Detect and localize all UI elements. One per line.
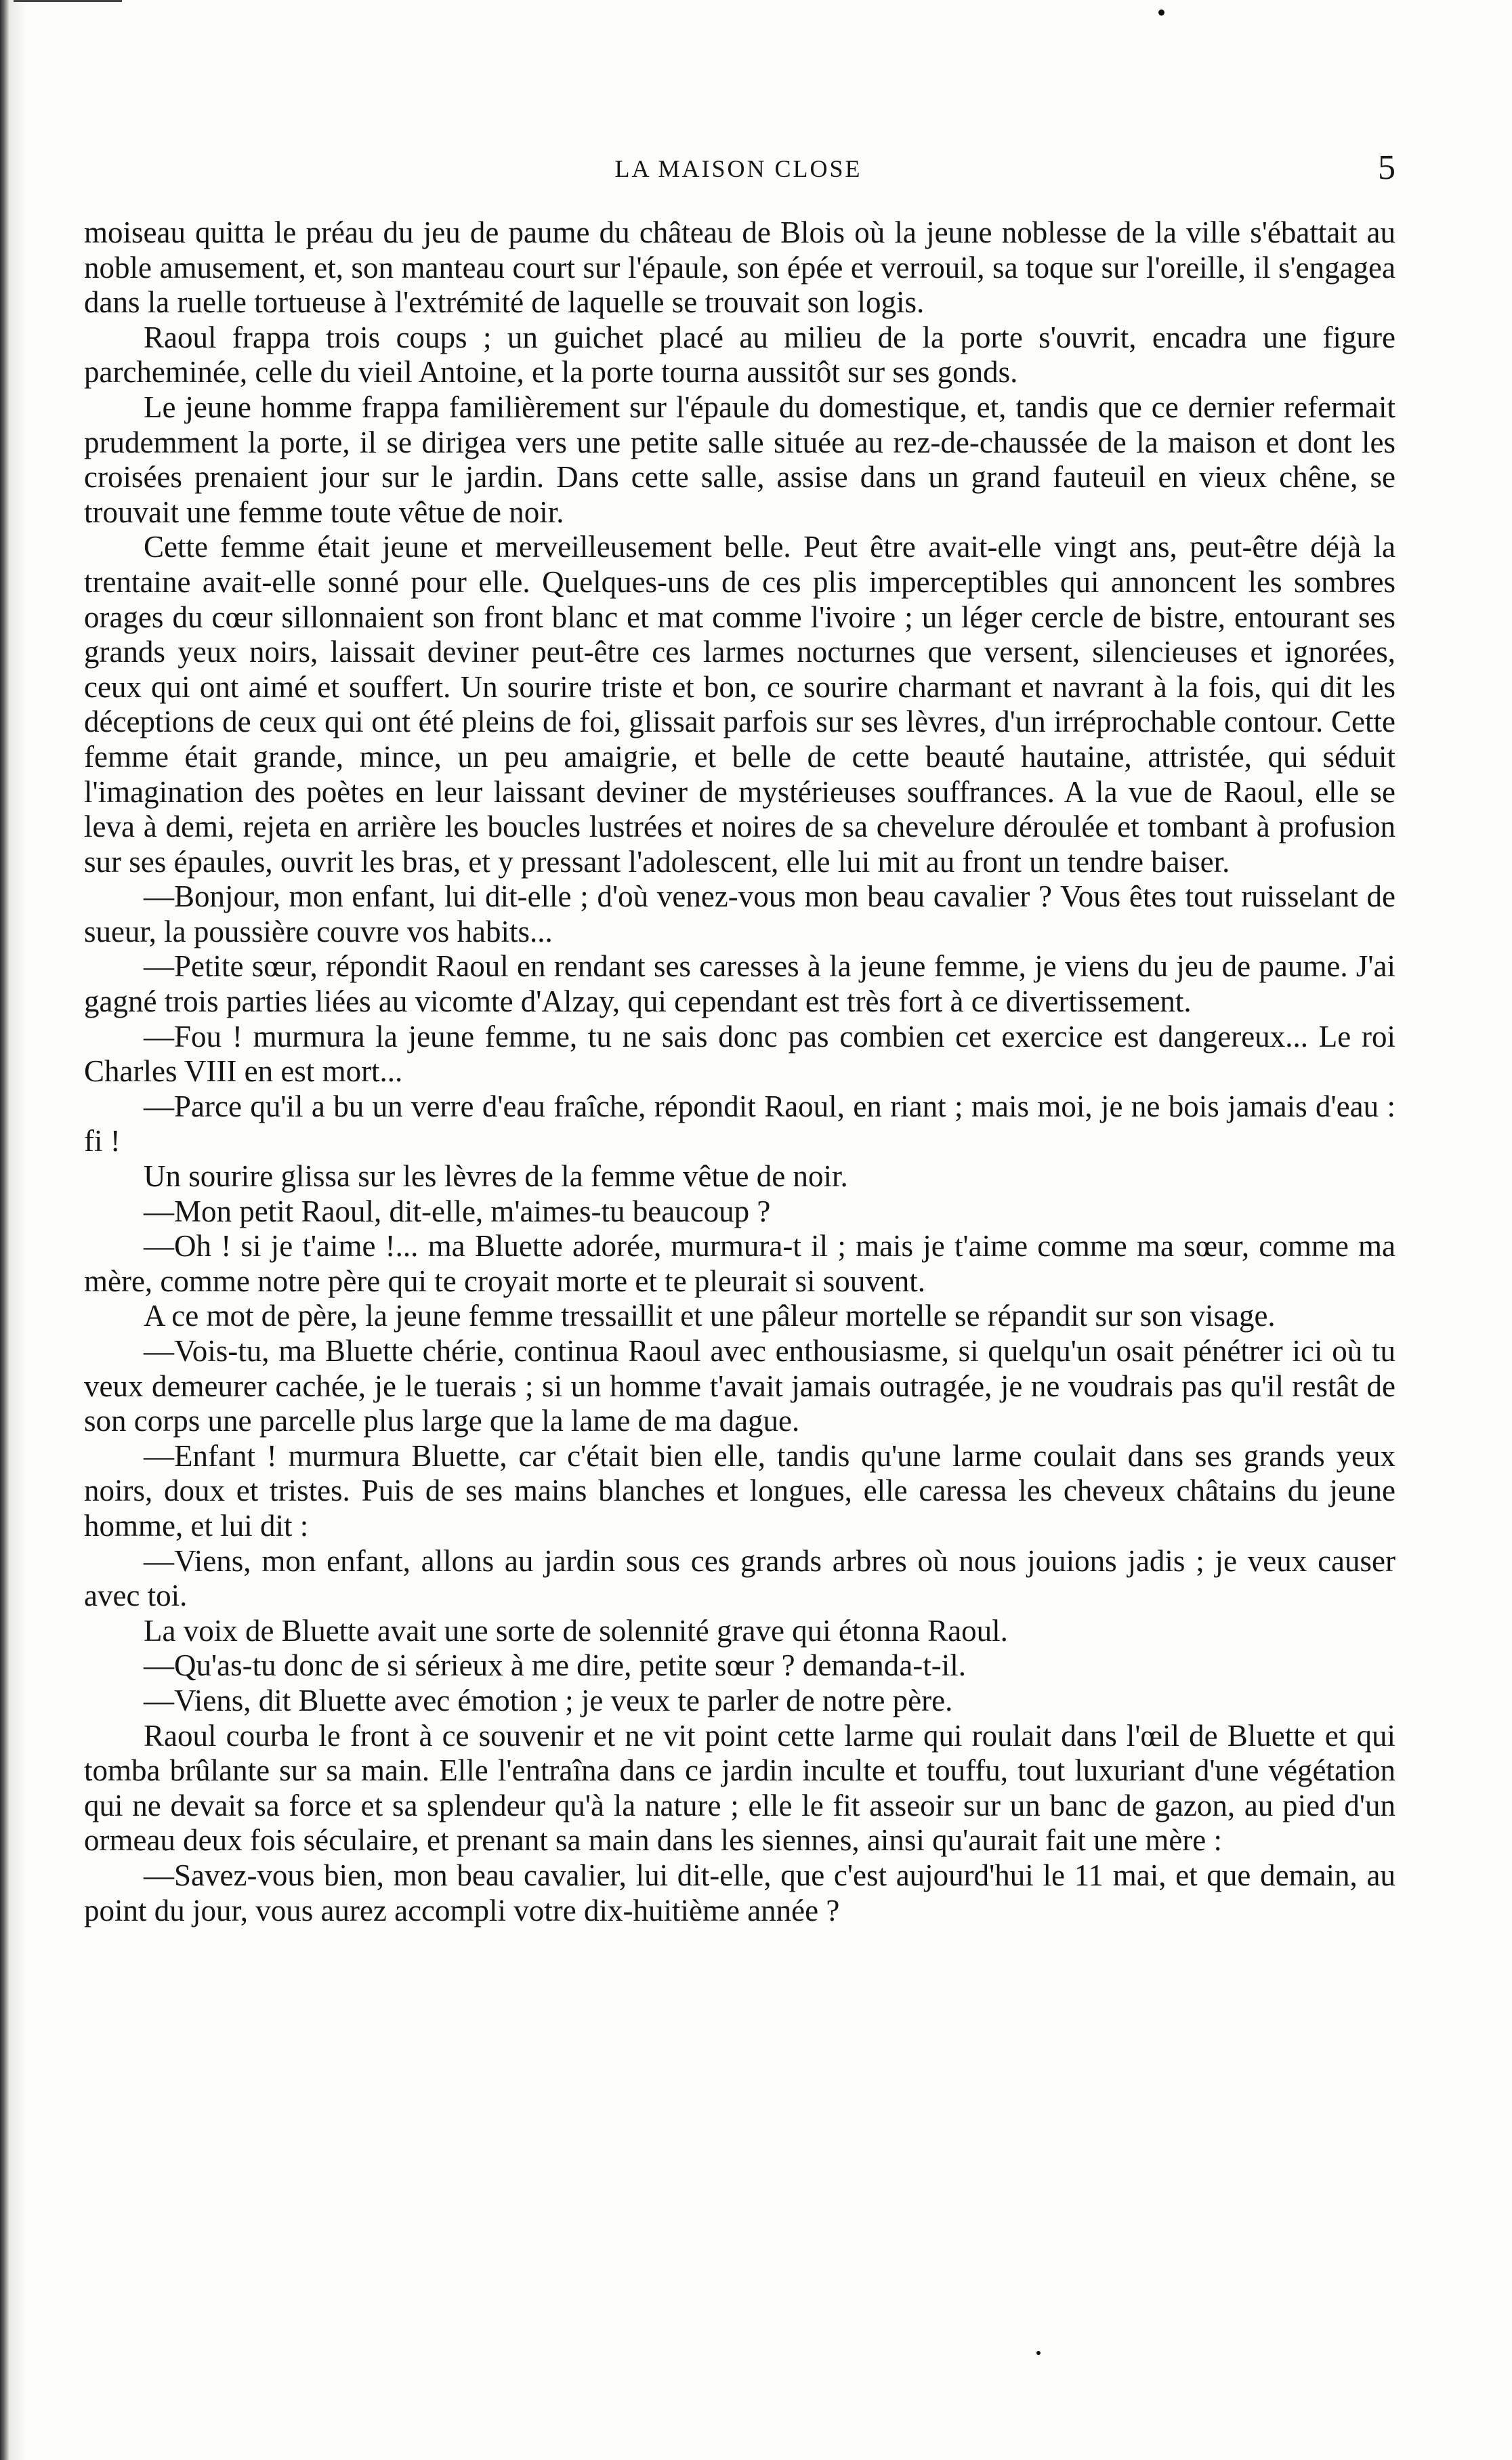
paragraph: Cette femme était jeune et merveilleusement belle. Peut être avait-elle vingt ans, peut-être déjà la trentaine avait-elle sonné pour elle. Quelques-uns de ces plis imperceptibles qui annoncent les sombres orages du cœur sillonnaient son front blanc et mat comme l'ivoire ; un léger cercle de bistre, entourant ses grands yeux noirs, laissait deviner peut-être ces larmes nocturnes que versent, silencieuses et ignorées, ceux qui ont aimé et souffert. Un sourire triste et bon, ce sourire charmant et navrant à la fois, qui dit les déceptions de ceux qui ont été pleins de foi, glissait parfois sur ses lèvres, d'un irréprochable contour. Cette femme était grande, mince, un peu amaigrie, et belle de cette beauté hautaine, attristée, qui séduit l'imagination des poètes en leur laissant deviner de mystérieuses souffrances. A la vue de Raoul, elle se leva à demi, rejeta en arrière les boucles lustrées et noires de sa chevelure déroulée et tombant à profusion sur ses épaules, ouvrit les bras, et y pressant l'adolescent, elle lui mit au front un tendre baiser. [84, 530, 1395, 879]
paragraph: —Bonjour, mon enfant, lui dit-elle ; d'où venez-vous mon beau cavalier ? Vous êtes tout ruisselant de sueur, la poussière couvre vos habits... [84, 879, 1395, 948]
page-header [81, 148, 1395, 188]
paragraph: moiseau quitta le préau du jeu de paume du château de Blois où la jeune noblesse de la ville s'ébattait au noble amusement, et, son manteau court sur l'épaule, son épée et verrouil, sa toque sur l'oreille, il s'engagea dans la ruelle tortueuse à l'extrémité de laquelle se trouvait son logis. [84, 215, 1395, 320]
paragraph: —Qu'as-tu donc de si sérieux à me dire, petite sœur ? demanda-t-il. [144, 1648, 966, 1683]
paragraph: Un sourire glissa sur les lèvres de la femme vêtue de noir. [144, 1159, 848, 1194]
binding-rule-line [14, 0, 122, 13]
paragraph: —Viens, dit Bluette avec émotion ; je veux te parler de notre père. [144, 1683, 953, 1717]
paragraph: —Viens, mon enfant, allons au jardin sous ces grands arbres où nous jouions jadis ; je veux causer avec toi. [84, 1543, 1395, 1613]
ink-speck [1036, 2351, 1041, 2355]
paragraph: Raoul courba le front à ce souvenir et ne vit point cette larme qui roulait dans l'œil de Bluette et qui tomba brûlante sur sa main. Elle l'entraîna dans ce jardin inculte et touffu, tout luxuriant d'une végétation qui ne devait sa force et sa splendeur qu'à la nature ; elle le fit asseoir sur un banc de gazon, au pied d'un ormeau deux fois séculaire, et prenant sa main dans les siennes, ainsi qu'aurait fait une mère : [84, 1718, 1395, 1858]
page-number: 5 [1378, 148, 1395, 187]
paragraph: —Savez-vous bien, mon beau cavalier, lui dit-elle, que c'est aujourd'hui le 11 mai, et que demain, au point du jour, vous aurez accompli votre dix-huitième année ? [84, 1858, 1395, 1927]
page-body [84, 215, 1395, 1928]
page-binding-edge [0, 0, 64, 2460]
paragraph: —Parce qu'il a bu un verre d'eau fraîche, répondit Raoul, en riant ; mais moi, je ne bois jamais d'eau : fi ! [84, 1089, 1395, 1159]
paragraph: La voix de Bluette avait une sorte de solennité grave qui étonna Raoul. [144, 1613, 1008, 1648]
paragraph: —Enfant ! murmura Bluette, car c'était bien elle, tandis qu'une larme coulait dans ses grands yeux noirs, doux et tristes. Puis de ses mains blanches et longues, elle caressa les cheveux châtains du jeune homme, et lui dit : [84, 1438, 1395, 1543]
paragraph: —Fou ! murmura la jeune femme, tu ne sais donc pas combien cet exercice est dangereux... Le roi Charles VIII en est mort... [84, 1019, 1395, 1089]
paragraph: —Mon petit Raoul, dit-elle, m'aimes-tu beaucoup ? [144, 1194, 771, 1228]
paragraph: Le jeune homme frappa familièrement sur l'épaule du domestique, et, tandis que ce dernier refermait prudemment la porte, il se dirigea vers une petite salle située au rez-de-chaussée de la maison et dont les croisées prenaient jour sur le jardin. Dans cette salle, assise dans un grand fauteuil en vieux chêne, se trouvait une femme toute vêtue de noir. [84, 390, 1395, 529]
paragraph: —Vois-tu, ma Bluette chérie, continua Raoul avec enthousiasme, si quelqu'un osait pénétrer ici où tu veux demeurer cachée, je le tuerais ; si un homme t'avait jamais outragée, je ne voudrais pas qu'il restât de son corps une parcelle plus large que la lame de ma dague. [84, 1334, 1395, 1438]
paragraph: A ce mot de père, la jeune femme tressaillit et une pâleur mortelle se répandit sur son visage. [144, 1299, 1276, 1333]
paragraph: Raoul frappa trois coups ; un guichet placé au milieu de la porte s'ouvrit, encadra une figure parcheminée, celle du vieil Antoine, et la porte tourna aussitôt sur ses gonds. [84, 320, 1395, 390]
ink-speck [1158, 9, 1164, 16]
running-title: LA MAISON CLOSE [614, 155, 862, 182]
paragraph: —Petite sœur, répondit Raoul en rendant ses caresses à la jeune femme, je viens du jeu de paume. J'ai gagné trois parties liées au vicomte d'Alzay, qui cependant est très fort à ce divertissement. [84, 949, 1395, 1019]
paragraph: —Oh ! si je t'aime !... ma Bluette adorée, murmura-t il ; mais je t'aime comme ma sœur, comme ma mère, comme notre père qui te croyait morte et te pleurait si souvent. [84, 1229, 1395, 1298]
